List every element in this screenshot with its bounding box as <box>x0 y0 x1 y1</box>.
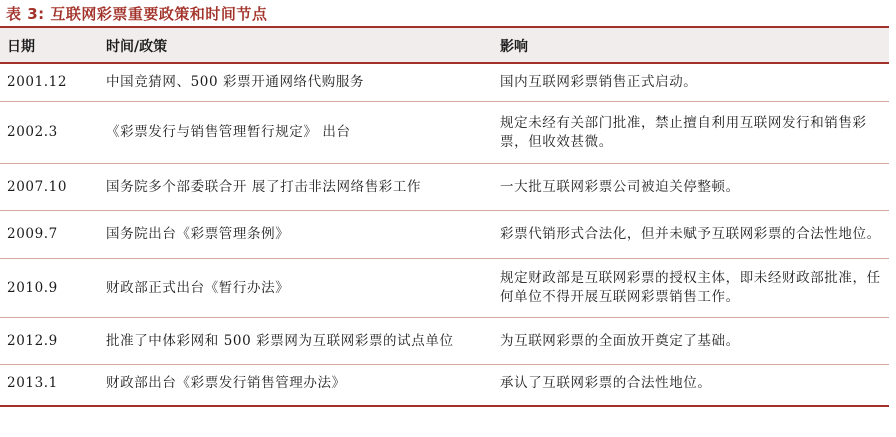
policy-cell: 《彩票发行与销售管理暂行规定》 出台 <box>106 124 351 140</box>
date-cell: 2009.7 <box>7 226 58 242</box>
date-cell: 2002.3 <box>7 124 58 140</box>
impact-cell: 为互联网彩票的全面放开奠定了基础。 <box>500 332 740 349</box>
table-row <box>0 64 889 102</box>
policy-cell: 国务院多个部委联合开 展了打击非法网络售彩工作 <box>106 178 422 195</box>
table-row <box>0 102 889 164</box>
date-cell: 2007.10 <box>7 178 68 195</box>
policy-cell: 财政部出台《彩票发行销售管理办法》 <box>106 375 346 391</box>
policy-cell: 财政部正式出台《暂行办法》 <box>106 279 290 296</box>
table-row <box>0 365 889 402</box>
table-row <box>0 164 889 211</box>
impact-cell: 彩票代销形式合法化，但并未赋予互联网彩票的合法性地位。 <box>500 226 881 242</box>
impact-cell: 规定未经有关部门批准，禁止擅自利用互联网发行和销售彩票，但收效甚微。 <box>500 114 867 150</box>
table-row <box>0 211 889 259</box>
date-cell: 2001.12 <box>7 74 68 90</box>
date-cell: 2012.9 <box>7 332 58 349</box>
date-cell: 2013.1 <box>7 375 58 391</box>
impact-cell: 规定财政部是互联网彩票的授权主体，即未经财政部批准，任何单位不得开展互联网彩票销售工作。 <box>500 270 881 305</box>
table-header <box>0 28 889 64</box>
impact-cell: 国内互联网彩票销售正式启动。 <box>500 74 698 90</box>
date-cell: 2010.9 <box>7 279 58 296</box>
header-date: 日期 <box>7 39 35 55</box>
policy-cell: 批准了中体彩网和 500 彩票网为互联网彩票的试点单位 <box>106 332 454 349</box>
header-impact: 影响 <box>500 39 528 55</box>
header-policy: 时间/政策 <box>106 39 168 55</box>
table-row <box>0 318 889 365</box>
table-row <box>0 259 889 318</box>
bottom-rule <box>0 405 889 407</box>
policy-cell: 国务院出台《彩票管理条例》 <box>106 226 290 242</box>
policy-cell: 中国竞猜网、500 彩票开通网络代购服务 <box>106 74 365 90</box>
impact-cell: 承认了互联网彩票的合法性地位。 <box>500 375 712 391</box>
impact-cell: 一大批互联网彩票公司被迫关停整顿。 <box>500 178 740 195</box>
table-title: 表 3: 互联网彩票重要政策和时间节点 <box>6 5 268 23</box>
